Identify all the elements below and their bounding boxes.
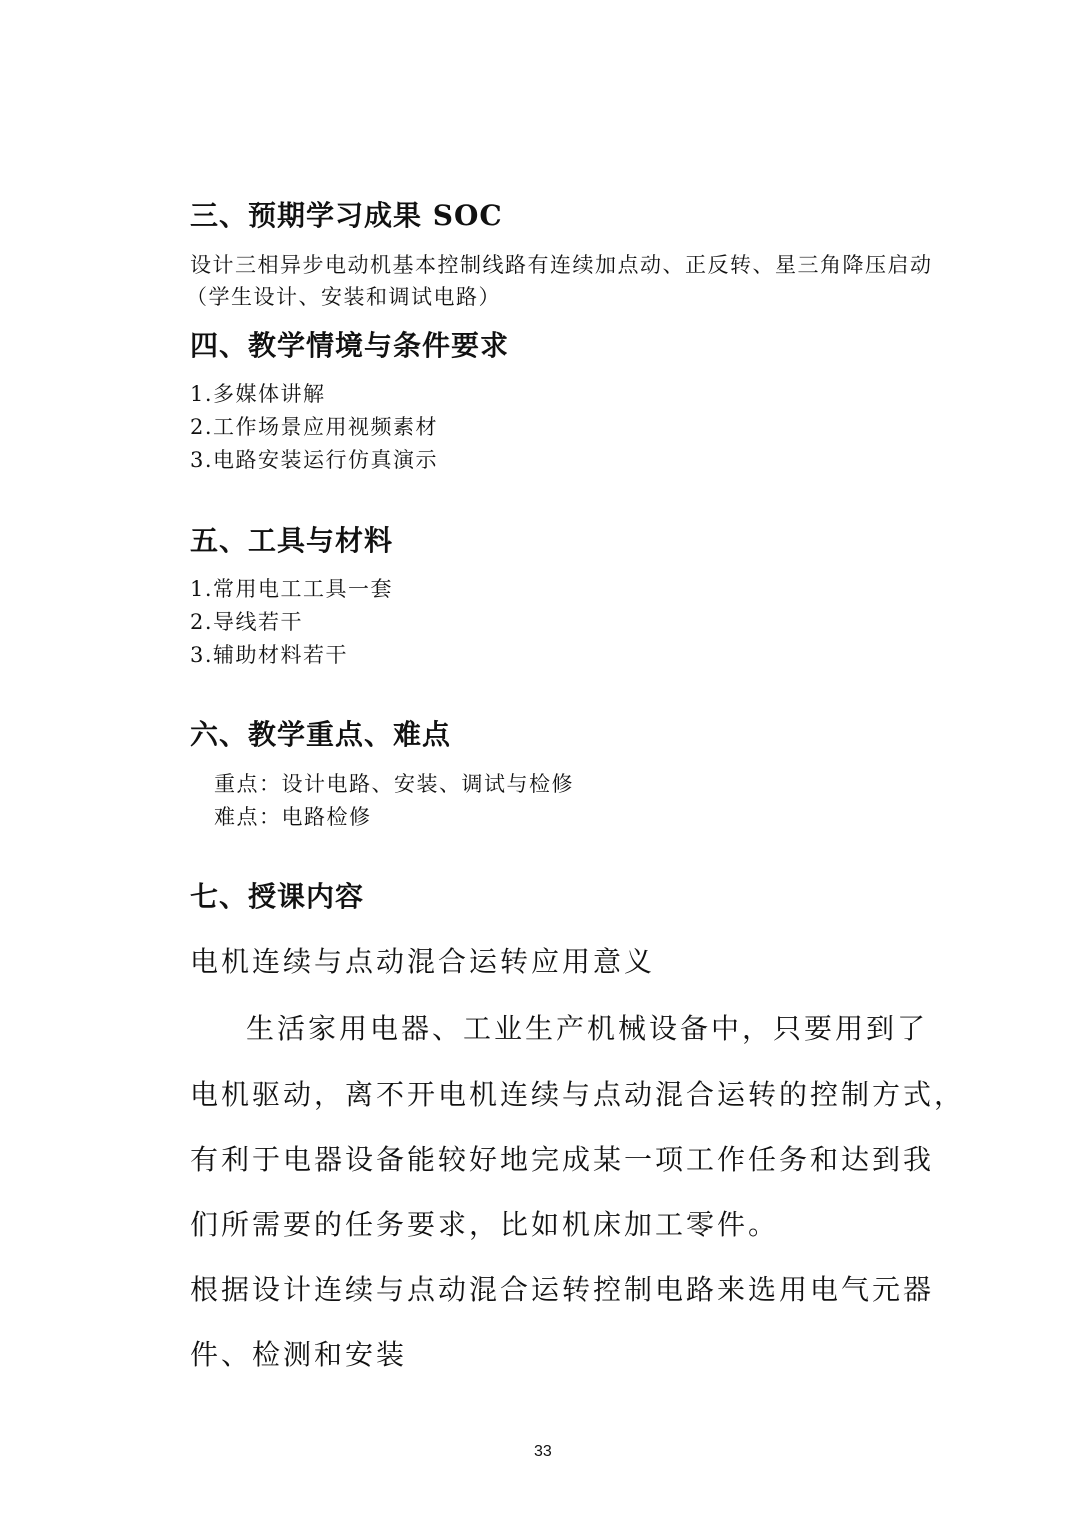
section-3-heading: 三、预期学习成果 SOC <box>190 199 503 232</box>
section-3-line-1: 设计三相异步电动机基本控制线路有连续加点动、正反转、星三角降压启动 <box>190 253 933 277</box>
section-6-difficult-point: 难点：电路检修 <box>214 805 372 829</box>
section-7-subtitle: 电机连续与点动混合运转应用意义 <box>190 945 656 978</box>
paragraph2-line-2: 件、检测和安装 <box>190 1338 408 1371</box>
section-4-item-3: 3.电路安装运行仿真演示 <box>190 448 439 472</box>
section-5-item-1: 1.常用电工工具一套 <box>190 577 394 601</box>
paragraph-line-4: 们所需要的任务要求，比如机床加工零件。 <box>190 1208 780 1241</box>
section-5-item-3: 3.辅助材料若干 <box>190 643 349 667</box>
paragraph2-line-1: 根据设计连续与点动混合运转控制电路来选用电气元器 <box>190 1273 935 1306</box>
paragraph-line-2: 电机驱动，离不开电机连续与点动混合运转的控制方式， <box>190 1078 966 1111</box>
section-5-item-2: 2.导线若干 <box>190 610 304 634</box>
paragraph-line-3: 有利于电器设备能较好地完成某一项工作任务和达到我 <box>190 1143 935 1176</box>
section-4-item-1: 1.多媒体讲解 <box>190 382 326 406</box>
section-7-heading: 七、授课内容 <box>190 880 365 913</box>
section-4-heading: 四、教学情境与条件要求 <box>190 329 510 362</box>
paragraph-line-1: 生活家用电器、工业生产机械设备中，只要用到了 <box>246 1012 929 1045</box>
section-6-heading: 六、教学重点、难点 <box>190 718 452 751</box>
section-4-item-2: 2.工作场景应用视频素材 <box>190 415 439 439</box>
section-3-line-2: （学生设计、安装和调试电路） <box>186 285 501 309</box>
section-6-key-point: 重点：设计电路、安装、调试与检修 <box>214 772 574 796</box>
page-number: 33 <box>534 1443 552 1460</box>
section-5-heading: 五、工具与材料 <box>190 524 394 557</box>
